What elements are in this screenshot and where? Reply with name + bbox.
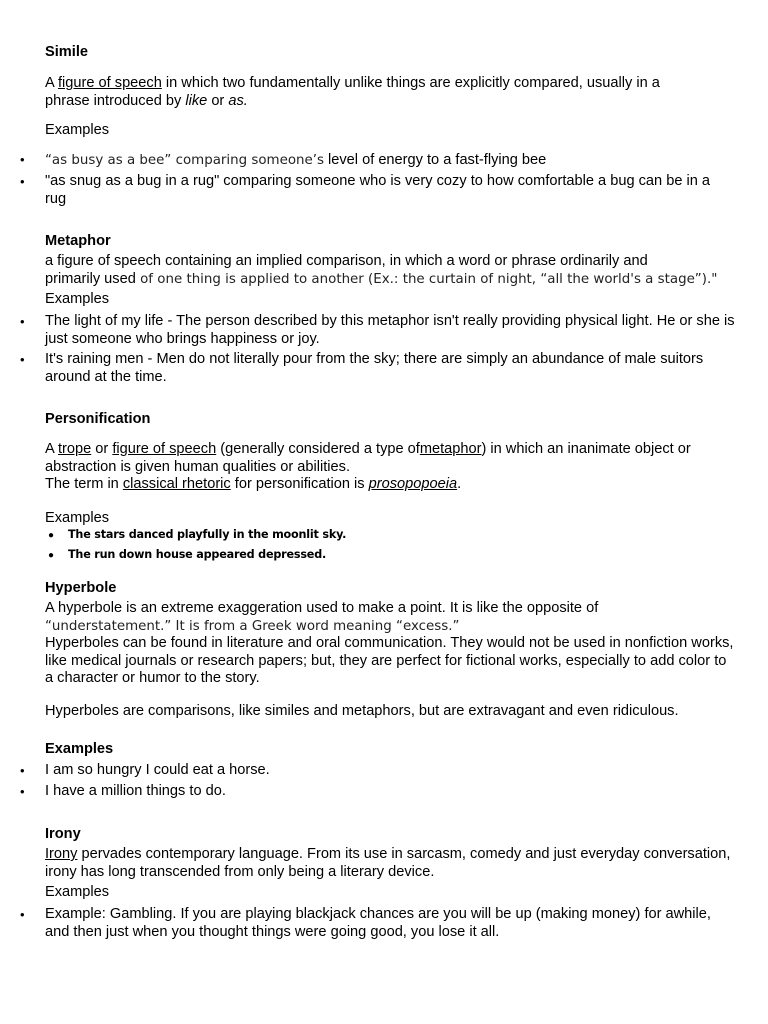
irony-definition: Irony pervades contemporary language. From its use in sarcasm, comedy and just everyday conversation, irony has long transcended from only being a literary device. <box>45 846 731 880</box>
bullet-icon: ● <box>48 530 55 541</box>
irony-heading: Irony <box>45 826 81 842</box>
bullet-icon: • <box>20 152 25 167</box>
hyperbole-definition: A hyperbole is an extreme exaggeration used to make a point. It is like the opposite of “understatement.” It is from a Greek word meaning “excess.” <box>45 600 599 634</box>
bullet-icon: • <box>20 907 25 922</box>
metaphor-examples-label: Examples <box>45 291 110 307</box>
personification-definition: A trope or figure of speech (generally considered a type ofmetaphor) in which an inanimate object or abstraction is given human qualities or abilities. The term in classical rhetoric for personification is prosopopoeia. <box>45 441 691 492</box>
metaphor-definition: a figure of speech containing an implied comparison, in which a word or phrase ordinarily and primarily used of one thing is applied to another (Ex.: the curtain of night, “all the world's a stage”)." <box>45 253 718 287</box>
irony-link[interactable]: Irony <box>45 846 78 862</box>
classical-rhetoric-link[interactable]: classical rhetoric <box>122 476 231 492</box>
hyperbole-paragraph-3: Hyperboles are comparisons, like similes and metaphors, but are extravagant and even ridiculous. <box>45 703 679 719</box>
metaphor-example-1: The light of my life - The person described by this metaphor isn't really providing physical light. He or she is just someone who brings happiness or joy. <box>45 313 735 347</box>
personification-example-1: The stars danced playfully in the moonlit sky. <box>68 528 347 541</box>
metaphor-heading: Metaphor <box>45 233 111 249</box>
simile-example-1: “as busy as a bee” comparing someone’s level of energy to a fast-flying bee <box>45 152 547 168</box>
personification-heading: Personification <box>45 411 151 427</box>
bullet-icon: • <box>20 352 25 367</box>
personification-examples-label: Examples <box>45 510 110 526</box>
metaphor-link[interactable]: metaphor <box>419 441 482 457</box>
hyperbole-example-2: I have a million things to do. <box>45 783 226 799</box>
figure-of-speech-link[interactable]: figure of speech <box>112 441 217 457</box>
hyperbole-paragraph-2: Hyperboles can be found in literature and oral communication. They would not be used in nonfiction works, like medical journals or research papers; but, they are perfect for fictional works, especially to add color to a character or humor to the story. <box>45 635 734 686</box>
simile-heading: Simile <box>45 44 88 60</box>
bullet-icon: • <box>20 784 25 799</box>
hyperbole-example-1: I am so hungry I could eat a horse. <box>45 762 270 778</box>
simile-example-2: "as snug as a bug in a rug" comparing someone who is very cozy to how comfortable a bug can be in a rug <box>45 173 711 207</box>
bullet-icon: • <box>20 174 25 189</box>
trope-link[interactable]: trope <box>57 441 92 457</box>
hyperbole-heading: Hyperbole <box>45 580 117 596</box>
personification-example-2: The run down house appeared depressed. <box>68 548 327 561</box>
bullet-icon: • <box>20 314 25 329</box>
metaphor-example-2: It's raining men - Men do not literally pour from the sky; there are simply an abundance of male suitors around at the time. <box>45 351 704 385</box>
figure-of-speech-link[interactable]: figure of speech <box>57 75 162 91</box>
simile-examples-label: Examples <box>45 122 110 138</box>
irony-example-1: Example: Gambling. If you are playing blackjack chances are you will be up (making money) for awhile, and then just when you thought things were going good, you lose it all. <box>45 906 711 940</box>
simile-definition: A figure of speech in which two fundamentally unlike things are explicitly compared, usually in a phrase introduced by like or as. <box>45 75 660 109</box>
prosopopoeia-link[interactable]: prosopopoeia <box>368 476 458 492</box>
hyperbole-examples-label: Examples <box>45 741 114 757</box>
irony-examples-label: Examples <box>45 884 110 900</box>
bullet-icon: • <box>20 763 25 778</box>
bullet-icon: ● <box>48 550 55 561</box>
